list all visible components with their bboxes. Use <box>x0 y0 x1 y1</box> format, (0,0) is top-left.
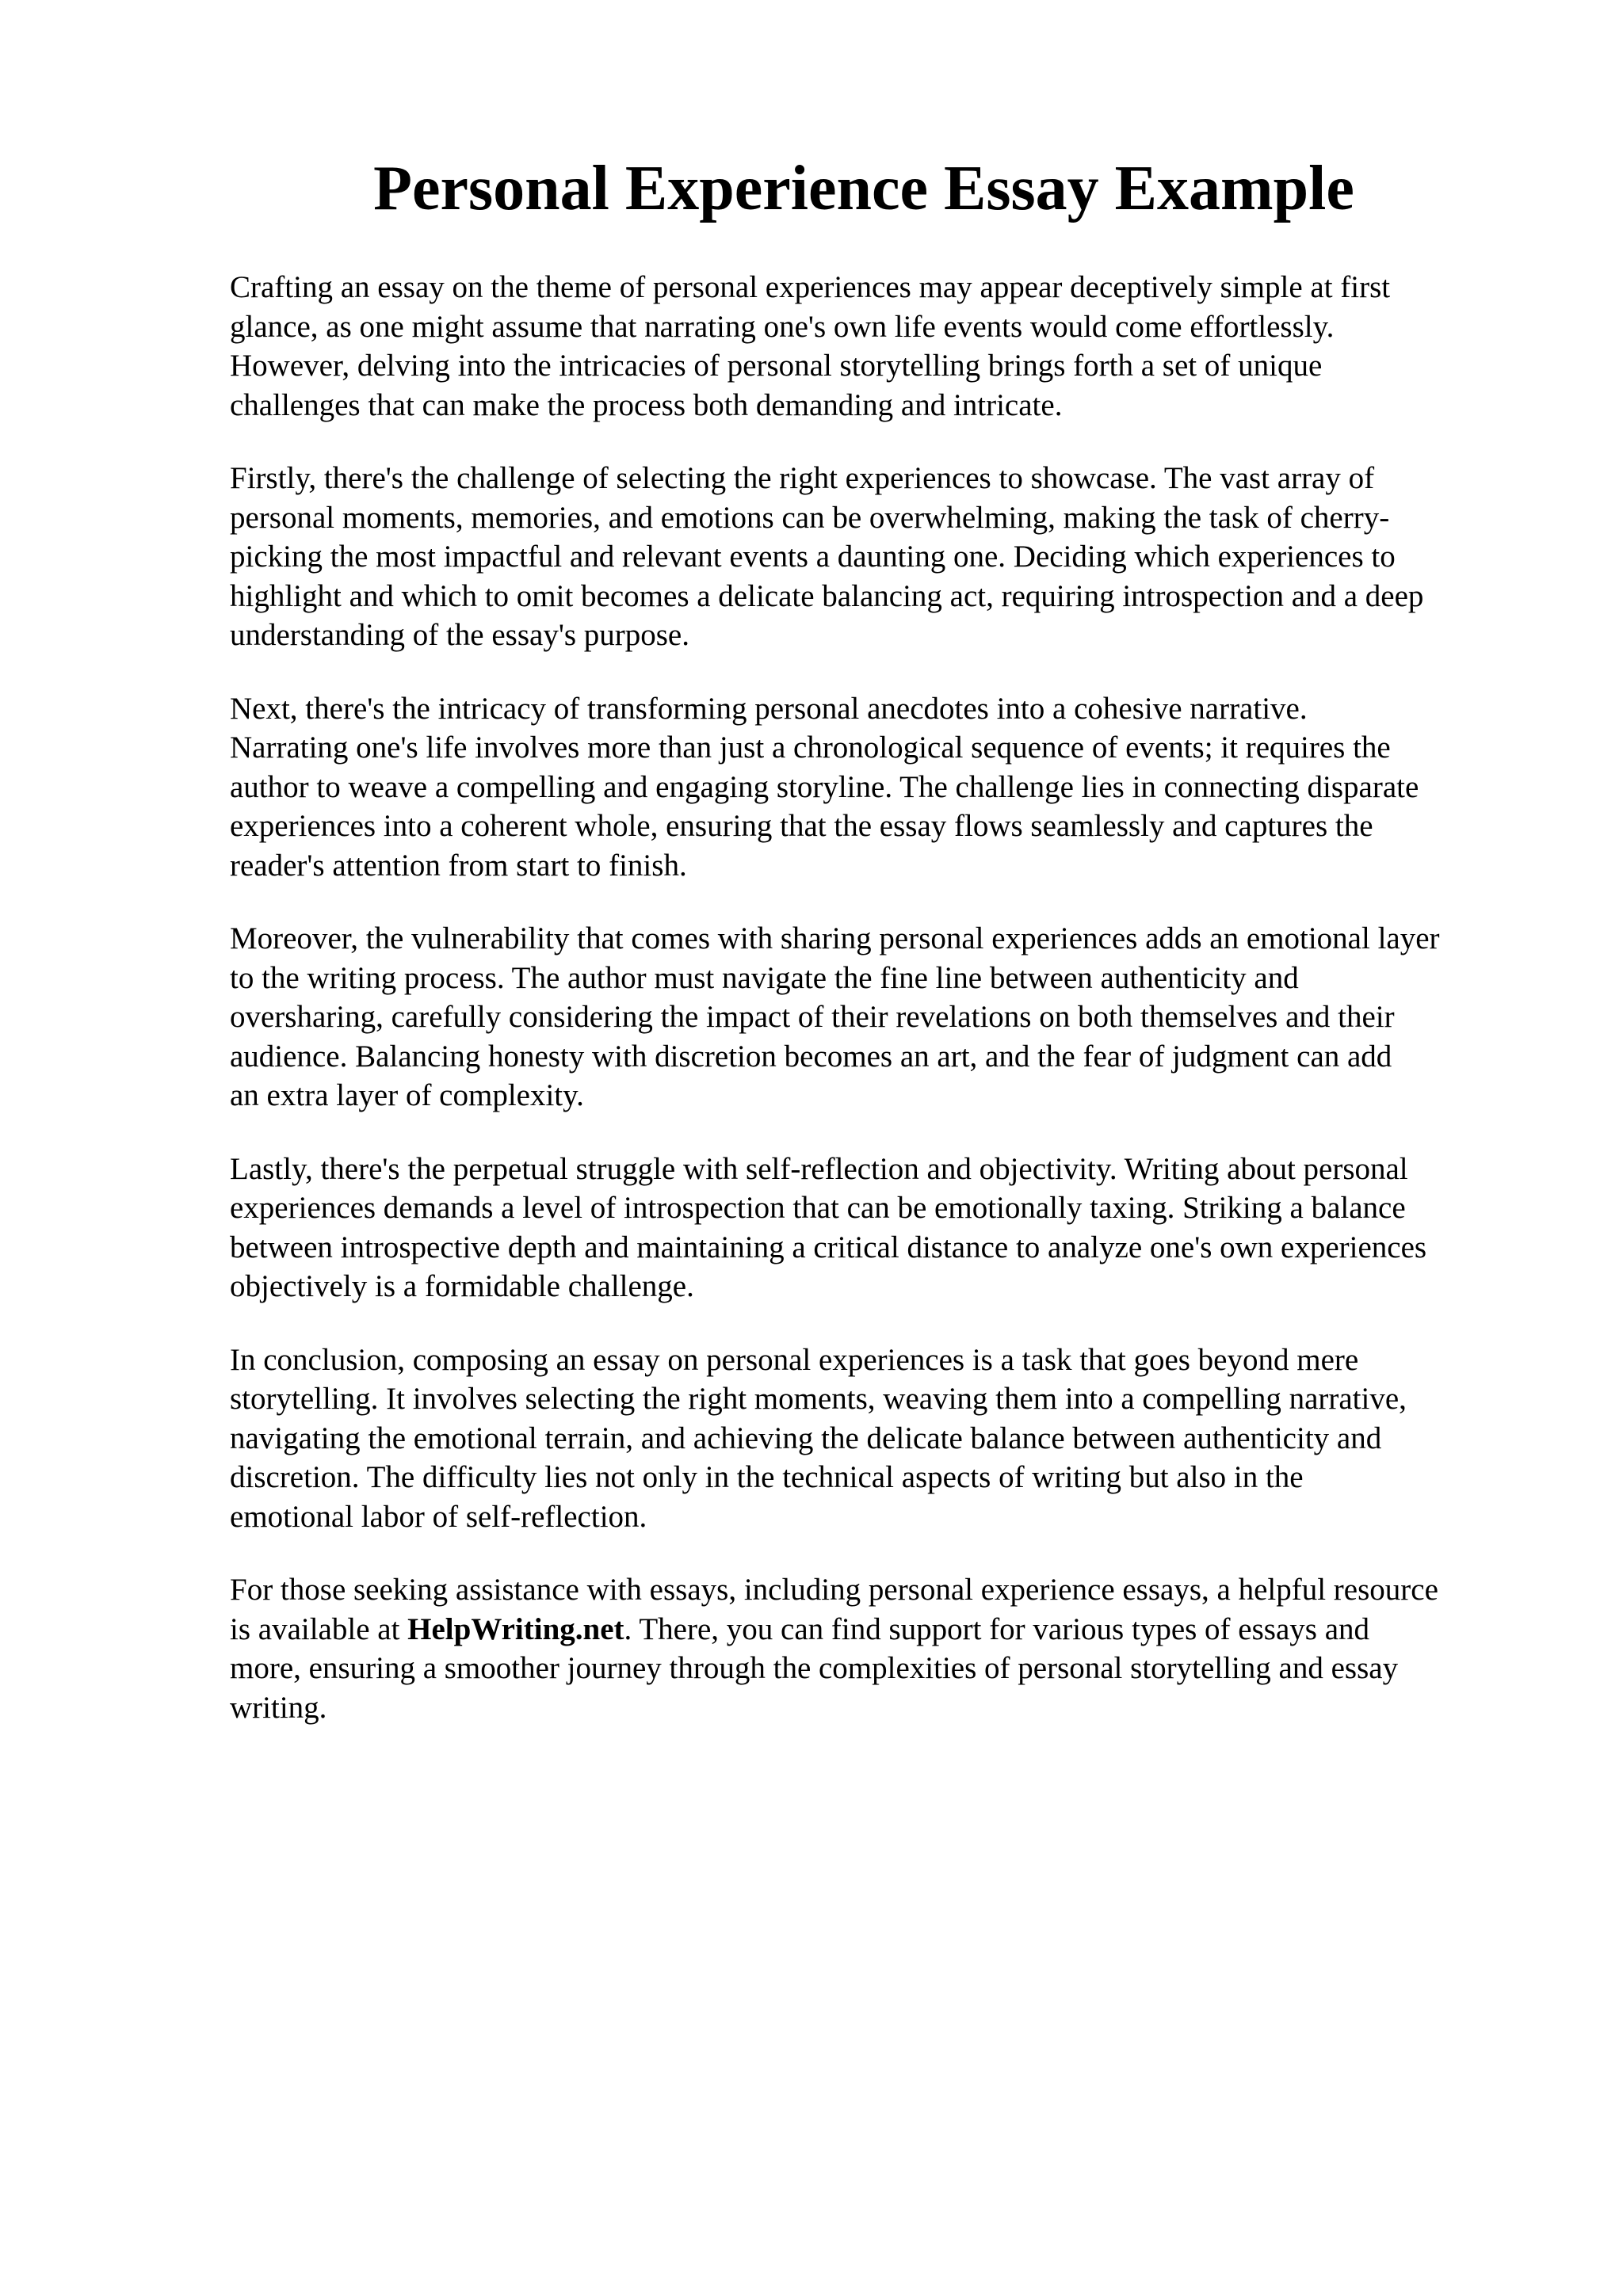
text-line: oversharing, carefully considering the impact of their revelations on both themselves and their <box>230 1000 1395 1034</box>
paragraph-2 <box>230 459 1529 655</box>
paragraph-4 <box>230 919 1529 1116</box>
text-line: Firstly, there's the challenge of selecting the right experiences to showcase. The vast array of <box>230 461 1375 495</box>
page-title: Personal Experience Essay Example <box>373 154 1354 223</box>
text-line: personal moments, memories, and emotions can be overwhelming, making the task of cherry- <box>230 500 1390 535</box>
text-line: Lastly, there's the perpetual struggle with self-reflection and objectivity. Writing about personal <box>230 1151 1408 1186</box>
text-fragment: is available at <box>230 1611 408 1646</box>
essay-body <box>230 268 1529 1761</box>
text-line: storytelling. It involves selecting the right moments, weaving them into a compelling narrative, <box>230 1382 1407 1416</box>
text-line: Crafting an essay on the theme of personal experiences may appear deceptively simple at first <box>230 270 1391 304</box>
text-line: reader's attention from start to finish. <box>230 848 687 883</box>
text-line: picking the most impactful and relevant events a daunting one. Deciding which experiences to <box>230 540 1396 574</box>
text-line: Moreover, the vulnerability that comes with sharing personal experiences adds an emotional layer <box>230 921 1440 955</box>
text-line: highlight and which to omit becomes a delicate balancing act, requiring introspection and a deep <box>230 578 1424 613</box>
text-line: Next, there's the intricacy of transforming personal anecdotes into a cohesive narrative. <box>230 691 1308 726</box>
text-line: Narrating one's life involves more than just a chronological sequence of events; it requires the <box>230 730 1391 765</box>
text-line: For those seeking assistance with essays, including personal experience essays, a helpful resource <box>230 1573 1438 1607</box>
text-line: objectively is a formidable challenge. <box>230 1269 694 1303</box>
text-line <box>230 1610 1529 1650</box>
text-line: experiences demands a level of introspection that can be emotionally taxing. Striking a balance <box>230 1191 1406 1225</box>
paragraph-1 <box>230 268 1529 425</box>
text-line: glance, as one might assume that narrating one's own life events would come effortlessly. <box>230 309 1335 344</box>
text-line: discretion. The difficulty lies not only in the technical aspects of writing but also in the <box>230 1460 1304 1494</box>
text-line: more, ensuring a smoother journey through the complexities of personal storytelling and essay <box>230 1651 1399 1685</box>
paragraph-6 <box>230 1341 1529 1537</box>
paragraph-closing <box>230 1570 1529 1727</box>
text-line: challenges that can make the process both demanding and intricate. <box>230 387 1063 422</box>
text-line: navigating the emotional terrain, and achieving the delicate balance between authenticity and <box>230 1421 1382 1455</box>
paragraph-5 <box>230 1150 1529 1306</box>
text-line: In conclusion, composing an essay on personal experiences is a task that goes beyond mere <box>230 1342 1359 1377</box>
text-line: However, delving into the intricacies of personal storytelling brings forth a set of unique <box>230 349 1323 383</box>
text-line: an extra layer of complexity. <box>230 1078 584 1112</box>
text-line: understanding of the essay's purpose. <box>230 618 689 652</box>
text-line: audience. Balancing honesty with discretion becomes an art, and the fear of judgment can add <box>230 1039 1392 1074</box>
text-line: between introspective depth and maintaining a critical distance to analyze one's own experiences <box>230 1230 1427 1264</box>
paragraph-3 <box>230 689 1529 886</box>
text-line: emotional labor of self-reflection. <box>230 1499 647 1534</box>
text-line: writing. <box>230 1690 327 1725</box>
text-fragment: . There, you can find support for various types of essays and <box>624 1611 1370 1646</box>
text-line: experiences into a coherent whole, ensuring that the essay flows seamlessly and captures the <box>230 809 1373 843</box>
helpwriting-link[interactable]: HelpWriting.net <box>407 1611 624 1646</box>
text-line: author to weave a compelling and engaging storyline. The challenge lies in connecting disparate <box>230 769 1419 804</box>
text-line: to the writing process. The author must navigate the fine line between authenticity and <box>230 960 1299 995</box>
